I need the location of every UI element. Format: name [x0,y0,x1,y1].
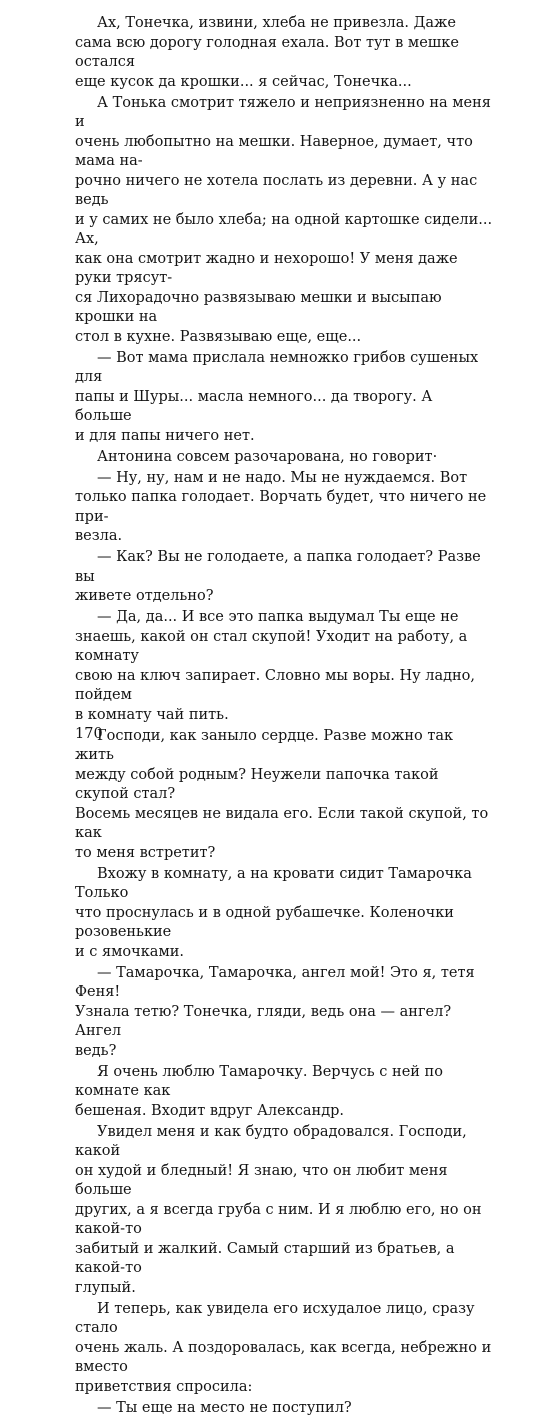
paragraph: Увидел меня и как будто обрадовался. Господи, какой он худой и бледный! Я знаю, что он любит меня больше других, а я всегда груба с ним. И я люблю его, но он какой-то забитый и жалкий. Самый старший из братьев, а какой-то глупый. [75,1123,482,1296]
paragraph: А Тонька смотрит тяжело и неприязненно на меня и очень любопытно на мешки. Наверное, думает, что мама на- рочно ничего не хотела послать из деревни. А у нас ведь и у самих не было хлеба; на одной картошке сидели... Ах, как она смотрит жадно и нехорошо! У меня даже руки трясут- ся Лихорадочно развязываю мешки и высыпаю крошки на стол в кухне. Развязываю еще, еще... [75,94,493,345]
paragraph: Ах, Тонечка, извини, хлеба не привезла. Даже сама всю дорогу голодная ехала. Вот тут в мешке остался еще кусок да крошки... я сейчас, Тонечка... [75,15,459,90]
paragraph: Антонина совсем разочарована, но говорит· [97,448,438,465]
paragraph: Вхожу в комнату, а на кровати сидит Тамарочка Только что проснулась и в одной рубашечке. Коленочки розовенькие и с ямочками. [75,865,472,960]
paragraph: Я очень люблю Тамарочку. Верчусь с ней по комнате как бешеная. Входит вдруг Александр. [75,1063,443,1119]
paragraph: — Вот мама прислала немножко грибов сушеных для папы и Шуры... масла немного... да творогу. А больше и для папы ничего нет. [75,349,479,444]
paragraph: — Как? Вы не голодаете, а папка голодает? Разве вы живете отдельно? [75,549,481,604]
page-number: 170 [75,726,103,742]
paragraph: И теперь, как увидела его исхудалое лицо, сразу стало очень жаль. А поздоровалась, как всегда, небрежно и вместо приветствия спросила: [75,1300,492,1395]
paragraph: — Ну, ну, нам и не надо. Мы не нуждаемся. Вот только папка голодает. Ворчать будет, что ничего не при- везла. [75,469,487,544]
paragraph: — Да, да... И все это папка выдумал Ты еще не знаешь, какой он стал скупой! Уходит на работу, а комнату свою на ключ запирает. Словно мы воры. Ну ладно, пойдем в комнату чай пить. [75,609,476,723]
paragraph: — Ты еще на место не поступил? [97,1399,352,1416]
paragraph: Господи, как заныло сердце. Разве можно так жить между собой родным? Неужели папочка такой скупой стал? Восемь месяцев не видала его. Если такой скупой, то как то меня встретит? [75,727,489,861]
paragraph: — Тамарочка, Тамарочка, ангел мой! Это я, тетя Феня! Узнала тетю? Тонечка, гляди, ведь она — ангел? Ангел ведь? [75,964,475,1059]
body-text [75,14,493,1420]
